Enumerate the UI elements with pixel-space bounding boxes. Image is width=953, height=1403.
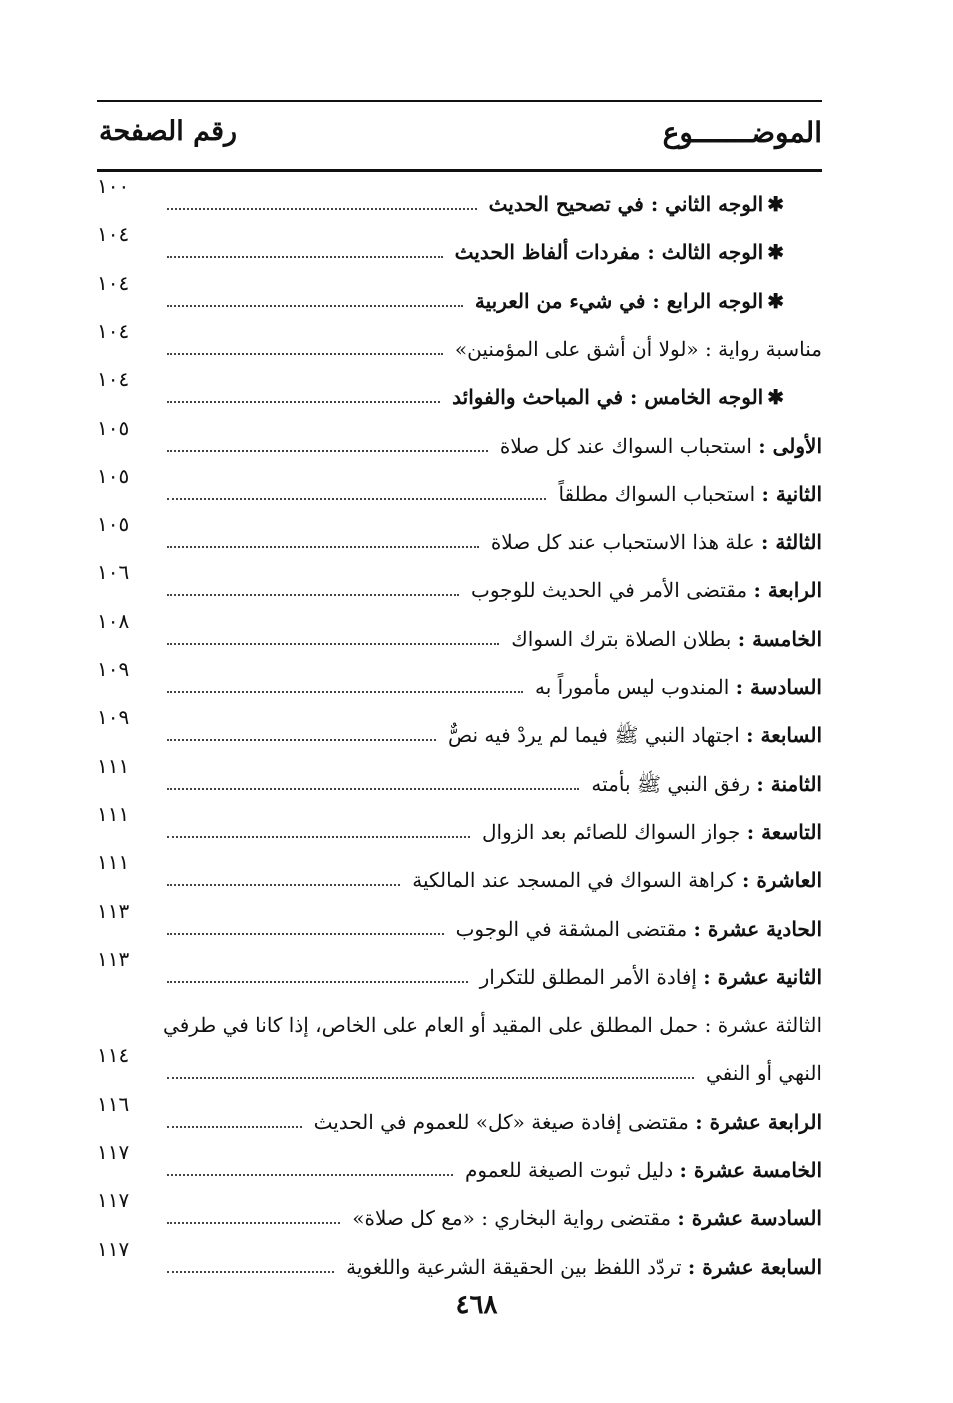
entry-title bbox=[340, 1255, 822, 1279]
leader-dots bbox=[167, 691, 523, 693]
entry-title bbox=[700, 1061, 822, 1085]
entry-page: ١٠٠ bbox=[97, 174, 130, 198]
toc-entry bbox=[97, 172, 822, 216]
asterisk-icon: ✱ bbox=[767, 192, 784, 216]
entry-label: السادسة عشرة : bbox=[677, 1206, 822, 1231]
leader-dots bbox=[167, 208, 477, 210]
entry-label: التاسعة : bbox=[746, 819, 822, 844]
entry-text: اجتهاد النبي ﷺ فيما لم يردْ فيه نصٌّ bbox=[447, 723, 740, 748]
toc-entry bbox=[97, 655, 822, 699]
leader-dots bbox=[167, 1271, 334, 1273]
leader-dots bbox=[167, 1174, 453, 1176]
entry-page: ١٠٤ bbox=[97, 367, 130, 392]
toc-entry-line bbox=[97, 993, 822, 1037]
entry-text: المندوب ليس مأموراً به bbox=[535, 675, 730, 699]
leader-dots bbox=[167, 981, 468, 983]
entry-title bbox=[442, 723, 822, 747]
entry-title bbox=[449, 337, 822, 361]
entry-text: مفردات ألفاظ الحديث bbox=[454, 240, 641, 265]
entry-title bbox=[552, 482, 822, 506]
asterisk-icon: ✱ bbox=[767, 240, 784, 265]
entry-title bbox=[469, 289, 822, 313]
entry-title bbox=[485, 530, 822, 554]
entry-label: الخامسة عشرة : bbox=[679, 1158, 822, 1182]
toc-entry bbox=[97, 848, 822, 892]
entry-title bbox=[308, 1110, 822, 1134]
entry-page: ١١٤ bbox=[97, 1043, 130, 1068]
entry-page: ١١٣ bbox=[97, 898, 130, 923]
toc-entry bbox=[97, 269, 822, 313]
toc-entry bbox=[97, 1041, 822, 1085]
leader-dots bbox=[167, 1222, 340, 1224]
page-number: ٤٦٨ bbox=[455, 1290, 498, 1320]
toc-entry bbox=[97, 558, 822, 602]
toc-entry bbox=[97, 800, 822, 844]
entry-text: مقتضى الأمر في الحديث للوجوب bbox=[471, 578, 748, 603]
entry-text: مقتضى إفادة صيغة «كل» للعموم في الحديث bbox=[313, 1109, 689, 1134]
toc-header bbox=[97, 100, 822, 172]
entry-label: الثانية : bbox=[761, 481, 822, 506]
entry-page: ١١٧ bbox=[97, 1236, 130, 1261]
entry-text: جواز السواك للصائم بعد الزوال bbox=[481, 819, 741, 844]
entry-title bbox=[483, 192, 822, 216]
toc-entry bbox=[97, 703, 822, 747]
entry-title bbox=[585, 772, 822, 796]
entry-text: تردّد اللفظ بين الحقيقة الشرعية واللغوية bbox=[346, 1254, 682, 1279]
entry-page: ١١٧ bbox=[97, 1188, 130, 1213]
toc-entry bbox=[97, 897, 822, 941]
entry-title bbox=[450, 917, 822, 941]
entry-text: في تصحيح الحديث bbox=[488, 192, 644, 216]
entry-text: مقتضى المشقة في الوجوب bbox=[455, 916, 688, 941]
toc-entry bbox=[97, 752, 822, 796]
entry-page: ١١١ bbox=[97, 850, 130, 875]
topic-column-heading: الموضـــــــوع bbox=[662, 116, 822, 149]
entry-label: الوجه الثالث : bbox=[647, 240, 764, 265]
leader-dots bbox=[167, 739, 436, 741]
leader-dots bbox=[167, 1126, 302, 1128]
leader-dots bbox=[167, 594, 459, 596]
toc-entry bbox=[97, 414, 822, 458]
toc-entry bbox=[97, 365, 822, 409]
toc-entry bbox=[97, 1186, 822, 1230]
entry-label: السابعة عشرة : bbox=[687, 1254, 822, 1279]
entry-label: الثالثة : bbox=[761, 530, 822, 555]
leader-dots bbox=[167, 836, 470, 838]
entry-page: ١٠٩ bbox=[97, 705, 130, 730]
entry-page: ١١٣ bbox=[97, 946, 130, 971]
leader-dots bbox=[167, 933, 444, 935]
entry-text: بطلان الصلاة بترك السواك bbox=[511, 626, 732, 651]
entry-page: ١١٧ bbox=[97, 1140, 130, 1164]
entry-label: الرابعة : bbox=[753, 578, 822, 603]
entry-label: مناسبة رواية : bbox=[705, 336, 822, 361]
entry-label: العاشرة : bbox=[741, 868, 822, 893]
toc-entry bbox=[97, 510, 822, 554]
toc-entry bbox=[97, 462, 822, 506]
entry-text: استحباب السواك مطلقاً bbox=[558, 481, 756, 506]
entry-page: ١٠٩ bbox=[97, 657, 130, 681]
entry-page: ١١٦ bbox=[97, 1091, 130, 1116]
leader-dots bbox=[167, 256, 443, 258]
toc-entry bbox=[97, 945, 822, 989]
entry-label: الثالثة عشرة : bbox=[704, 1013, 822, 1038]
entry-page: ١١١ bbox=[97, 753, 130, 778]
entry-page: ١٠٥ bbox=[97, 415, 130, 440]
entry-label: السادسة : bbox=[735, 675, 822, 699]
entry-text: في شيء من العربية bbox=[474, 288, 646, 313]
entry-page: ١٠٤ bbox=[97, 318, 130, 343]
leader-dots bbox=[167, 305, 463, 307]
leader-dots bbox=[167, 788, 579, 790]
leader-dots bbox=[167, 353, 443, 355]
toc-entry bbox=[97, 607, 822, 651]
entry-page: ١٠٨ bbox=[97, 608, 130, 633]
entry-label: الوجه الرابع : bbox=[652, 288, 764, 313]
entry-title bbox=[406, 868, 822, 892]
entry-label: الثامنة : bbox=[756, 771, 822, 796]
entry-page: ١٠٦ bbox=[97, 560, 130, 585]
entry-title bbox=[465, 578, 822, 602]
entry-label: الخامسة : bbox=[737, 626, 822, 651]
toc-entry bbox=[97, 220, 822, 264]
leader-dots bbox=[167, 498, 546, 500]
entry-label: الوجه الخامس : bbox=[629, 385, 764, 410]
entry-title bbox=[474, 965, 822, 989]
entry-label: الحادية عشرة : bbox=[693, 916, 822, 941]
entry-page: ١١١ bbox=[97, 801, 130, 826]
entry-text: دليل ثبوت الصيغة للعموم bbox=[465, 1158, 674, 1182]
asterisk-icon: ✱ bbox=[767, 288, 784, 313]
toc-entry bbox=[97, 1138, 822, 1182]
entry-text: إفادة الأمر المطلق للتكرار bbox=[479, 964, 697, 989]
toc-entry bbox=[97, 1235, 822, 1279]
entry-label: الثانية عشرة : bbox=[703, 964, 822, 989]
entry-page: ١٠٤ bbox=[97, 270, 130, 295]
entry-text: كراهة السواك في المسجد عند المالكية bbox=[412, 868, 736, 893]
entry-title bbox=[529, 675, 822, 699]
entry-title bbox=[449, 240, 822, 264]
leader-dots bbox=[167, 1077, 694, 1079]
entry-label: الرابعة عشرة : bbox=[695, 1109, 822, 1134]
entry-label: الوجه الثاني : bbox=[650, 192, 764, 216]
leader-dots bbox=[167, 450, 488, 452]
entry-text: علة هذا الاستحباب عند كل صلاة bbox=[490, 530, 755, 555]
entry-title bbox=[494, 434, 822, 458]
leader-dots bbox=[167, 884, 400, 886]
leader-dots bbox=[167, 643, 499, 645]
asterisk-icon: ✱ bbox=[767, 385, 784, 410]
entry-page: ١٠٥ bbox=[97, 463, 130, 488]
entry-title bbox=[446, 385, 822, 409]
entry-text: في المباحث والفوائد bbox=[452, 385, 624, 410]
entry-title bbox=[459, 1158, 822, 1182]
toc-entry bbox=[97, 1090, 822, 1134]
entry-text: حمل المطلق على المقيد أو العام على الخاص، إذا كانا في طرفي bbox=[163, 1013, 699, 1038]
leader-dots bbox=[167, 546, 479, 548]
entry-text: «لولا أن أشق على المؤمنين» bbox=[454, 336, 699, 361]
toc-entry bbox=[97, 317, 822, 361]
entry-text: مقتضى رواية البخاري : «مع كل صلاة» bbox=[352, 1206, 672, 1231]
entry-label: الأولى : bbox=[758, 433, 822, 458]
entry-continuation: النهي أو النفي bbox=[706, 1061, 822, 1086]
entry-page: ١٠٤ bbox=[97, 222, 130, 247]
entry-title bbox=[346, 1206, 822, 1230]
entry-text: رفق النبي ﷺ بأمته bbox=[591, 771, 751, 796]
entry-title bbox=[476, 820, 822, 844]
entry-text: استحباب السواك عند كل صلاة bbox=[499, 433, 752, 458]
entry-label: السابعة : bbox=[746, 723, 822, 748]
entry-title bbox=[505, 627, 822, 651]
entry-page: ١٠٥ bbox=[97, 512, 130, 537]
leader-dots bbox=[167, 401, 440, 403]
page-column-heading: رقم الصفحة bbox=[99, 116, 238, 147]
